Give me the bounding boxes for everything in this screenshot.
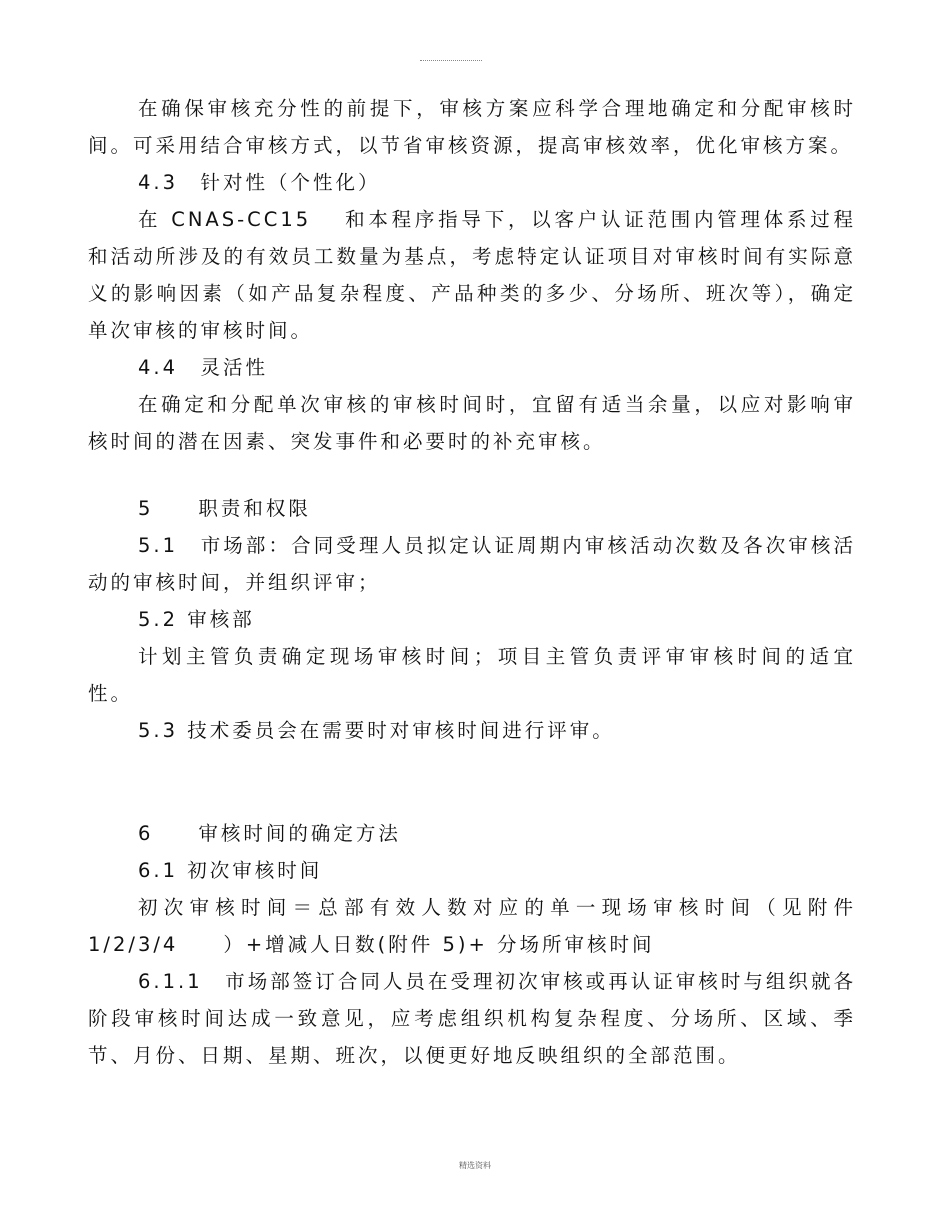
paragraph-targeted: 在 CNAS-CC15 和本程序指导下，以客户认证范围内管理体系过程和活动所涉及的有效员工数量为基点，考虑特定认证项目对审核时间有实际意义的影响因素（如产品复杂程度、产品种类的多少、分场所、班次等），确定单次审核的审核时间。 [88,208,856,342]
paragraph-flexibility: 在确定和分配单次审核的审核时间时，宜留有适当余量，以应对影响审核时间的潜在因素、突发事件和必要时的补充审核。 [88,393,856,453]
paragraph-audit-time-allocation: 在确保审核充分性的前提下，审核方案应科学合理地确定和分配审核时间。可采用结合审核方式，以节省审核资源，提高审核效率，优化审核方案。 [88,97,856,157]
spacer [88,749,856,815]
page-footer: 精选资料 [459,1161,491,1170]
heading-4-3: 4.3 针对性（个性化） [138,171,381,194]
paragraph-5-2-body: 计划主管负责确定现场审核时间；项目主管负责评审审核时间的适宜性。 [88,645,856,705]
paragraph-5-1: 5.1 市场部：合同受理人员拟定认证周期内审核活动次数及各次审核活动的审核时间，并组织评审； [88,534,856,594]
paragraph-initial-audit-formula: 初次审核时间＝总部有效人数对应的单一现场审核时间（见附件 1/2/3/4 ）+增减人日数(附件 5)+ 分场所审核时间 [88,896,856,956]
document-body [88,90,856,1074]
heading-4-4: 4.4 灵活性 [138,356,269,379]
heading-6-1: 6.1 初次审核时间 [138,859,323,882]
paragraph-5-3: 5.3 技术委员会在需要时对审核时间进行评审。 [138,719,615,742]
spacer [88,460,856,490]
header-dotted-rule [420,60,482,61]
heading-6: 6 审核时间的确定方法 [138,822,401,845]
heading-5-2: 5.2 审核部 [138,608,255,631]
heading-5: 5 职责和权限 [138,497,311,520]
paragraph-6-1-1: 6.1.1 市场部签订合同人员在受理初次审核或再认证审核时与组织就各阶段审核时间达成一致意见，应考虑组织机构复杂程度、分场所、区域、季节、月份、日期、星期、班次，以便更好地反映组织的全部范围。 [88,970,856,1067]
